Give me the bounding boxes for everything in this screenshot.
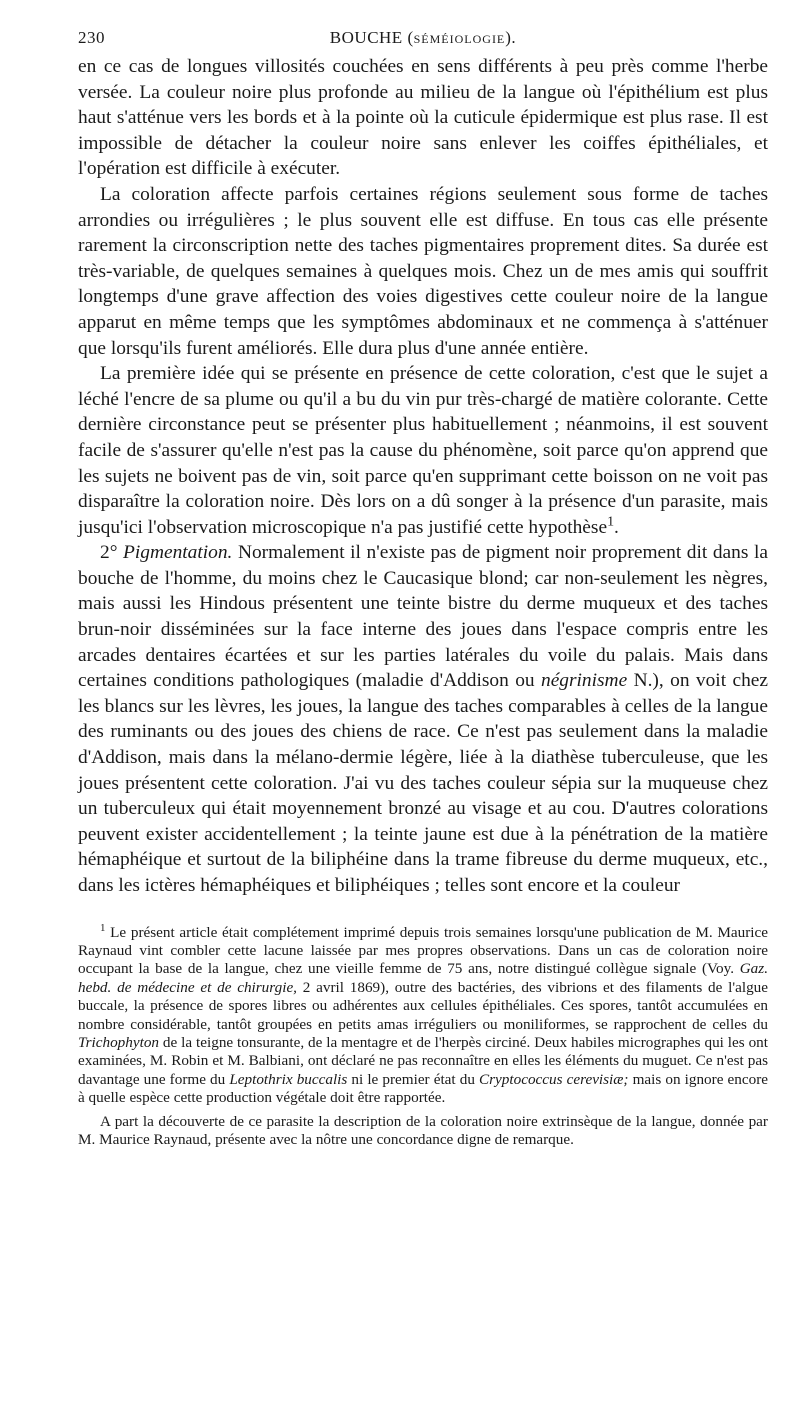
footnote-text-b: 2 avril 1869), outre des bactéries, des vibrions et des filaments de l'algue buccale, la présence de spores libres ou adhérentes aux cellules épithéliales. Ces spores, tantôt accumulées en nombre considérable, tantôt groupées en petits amas irréguliers ou moniliformes, se rapprochent de celles du (78, 978, 769, 1033)
paragraph-1: en ce cas de longues villosités couchées en sens différents à peu près comme l'herbe versée. La couleur noire plus profonde au milieu de la langue où l'épithélium est plus haut s'atténue vers les bords et à la pointe où la cuticule épidermique est plus rase. Il est impossible de détacher la couleur noire sans enlever les coiffes épithéliales, et l'opération est difficile à exécuter. (78, 56, 768, 180)
footnote-ref-journal: Gaz. hebd. de médecine et de chirurgie, (78, 960, 768, 996)
running-title-main: BOUCHE ( (329, 28, 414, 47)
section-number: 2° (100, 542, 118, 564)
running-title-small: SÉMÉIOLOGIE (413, 32, 506, 46)
footnote-leptothrix: Leptothrix buccalis (229, 1070, 348, 1088)
footnote-1 (78, 921, 769, 1108)
footnote-mark: 1 (100, 921, 106, 934)
footnote-text-a: Le présent article était complétement imprimé depuis trois semaines lorsqu'une publication de M. Maurice Raynaud vint combler cette lacune laissée par mes propres observations. Dans un cas de coloration noire occupant la base de la langue, chez une vieille femme de 75 ans, notre distingué collègue signale (Voy. (78, 923, 768, 978)
footnote-reference[interactable]: 1 (607, 514, 615, 530)
footnote-trichophyton: Trichophyton (78, 1034, 160, 1052)
paragraph-4-text-b: N.), on voit chez les blancs sur les lèvres, les joues, la langue des taches comparables à celles de la langue des ruminants ou des joues des chiens de race. Ce n'est pas seulement dans la maladie d'Addison, mais dans la mélano-dermie légère, liée à la diathèse tuberculeuse, que les joues présentent cette coloration. J'ai vu des taches couleur sépia sur la muqueuse chez un tuberculeux qui était moyennement bronzé au visage et au cou. D'autres colorations peuvent exister accidentellement ; la teinte jaune est due à la pénétration de la matière hémaphéique et surtout de la biliphéine dans la trame fibreuse du derme muqueux, etc., dans les ictères hémaphéiques et biliphéiques ; telles sont encore et la couleur (78, 670, 768, 896)
running-title-close: ). (505, 28, 517, 47)
footnote-cryptococcus: Cryptococcus cerevisiæ; (479, 1070, 629, 1088)
paragraph-4 (78, 540, 768, 898)
footnote-1-continued: A part la découverte de ce parasite la description de la coloration noire extrinsèque de la langue, donnée par M. Maurice Raynaud, présente avec la nôtre une concordance digne de remarque. (78, 1112, 768, 1149)
footnote-text-c: de la teigne tonsurante, de la mentagre et de l'herpès circiné. Deux habiles micrographes qui les ont examinées, M. Robin et M. Balbiani, ont déclaré ne pas reconnaître en elles les éléments du muguet. Ce n'est pas davantage une forme du (78, 1034, 768, 1088)
footnotes (78, 921, 769, 1150)
italic-term: négrinisme (541, 670, 628, 692)
book-page (78, 24, 768, 1149)
page-header (78, 24, 768, 54)
paragraph-3-text: La première idée qui se présente en présence de cette coloration, c'est que le sujet a léché l'encre de sa plume ou qu'il a bu du vin pur très-chargé de matière colorante. Cette dernière circonstance peut se présenter plus habituellement ; néanmoins, il est souvent facile de s'assurer qu'elle n'est pas la cause du phénomène, soit parce qu'on apprend que les sujets ne boivent pas de vin, soit parce qu'en supprimant cette boisson on ne voit pas disparaître la coloration noire. Dès lors on a dû songer à la présence d'un parasite, mais jusqu'ici l'observation microscopique n'a pas justifié cette hypothèse (78, 363, 768, 538)
running-title (78, 28, 768, 48)
paragraph-3 (78, 361, 768, 540)
paragraph-2: La coloration affecte parfois certaines régions seulement sous forme de taches arrondies ou irrégulières ; le plus souvent elle est diffuse. En tous cas elle présente rarement la circonscription nette des taches pigmentaires proprement dites. Sa durée est très-variable, de quelques semaines à quelques mois. Chez un de mes amis qui souffrit longtemps d'une grave affection des voies digestives cette couleur noire de la langue apparut en même temps que les symptômes abdominaux et ne commença à s'atténuer que lorsqu'ils furent améliorés. Elle dura plus d'une année entière. (78, 183, 768, 359)
section-title: Pigmentation. (123, 542, 233, 564)
paragraph-3-end: . (614, 516, 619, 538)
body-text (78, 54, 768, 899)
footnote-text-d: ni le premier état du (347, 1070, 480, 1088)
footnote-text-e: mais on ignore encore à quelle espèce cette production végétale doit être rapportée. (78, 1070, 768, 1107)
page-number: 230 (78, 28, 105, 47)
paragraph-4-text-a: Normalement il n'existe pas de pigment noir proprement dit dans la bouche de l'homme, du moins chez le Caucasique blond; car non-seulement les nègres, mais aussi les Hindous présentent une teinte bistre du derme muqueux et des taches brun-noir disséminées sur la face interne des joues dans l'espace compris entre les arcades dentaires écartées et sur les parties latérales du voile du palais. Mais dans certaines conditions pathologiques (maladie d'Addison ou (78, 542, 768, 692)
